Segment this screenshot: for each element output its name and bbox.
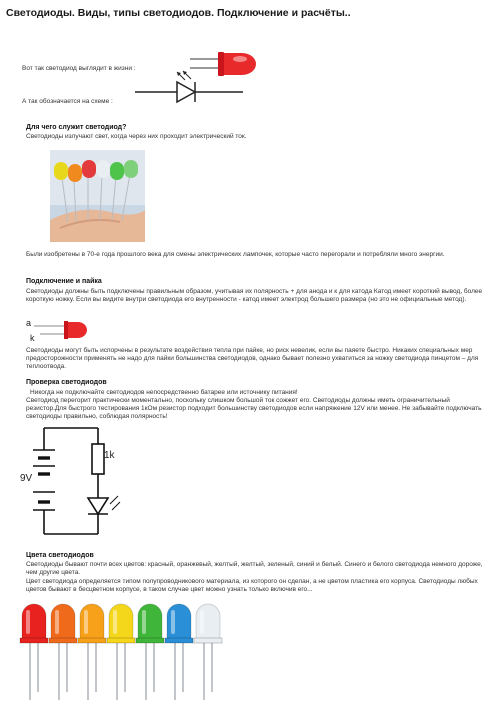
colors-heading: Цвета светодиодов bbox=[26, 552, 94, 559]
battery-label: 9V bbox=[20, 473, 33, 484]
page-title: Светодиоды. Виды, типы светодиодов. Подключение и расчёты.. bbox=[6, 7, 351, 19]
anode-label: a bbox=[26, 318, 32, 328]
led-3 bbox=[107, 604, 135, 700]
led-1 bbox=[49, 604, 77, 700]
resistor-label: 1k bbox=[104, 450, 115, 461]
test-circuit-diagram bbox=[18, 422, 133, 550]
real-led-caption: Вот так светодиод выглядит в жизни : bbox=[22, 65, 136, 72]
soldering-text: Светодиоды должны быть подключены правильным образом, учитывая их полярность + для анода и к для катода Катод имеет короткий вывод, более короткую ножку. Если вы видите внутри светодиода его внутренности - катод имеет электрод большего размера (но это не официальные метод). bbox=[26, 288, 483, 303]
check-heading: Проверка светодиодов bbox=[26, 379, 107, 386]
leds-in-hand-photo bbox=[50, 150, 145, 242]
colored-leds-row bbox=[18, 602, 228, 702]
led-5 bbox=[165, 604, 193, 700]
schema-caption: А так обозначается на схеме : bbox=[22, 98, 113, 105]
check-warning: Никогда не подключайте светодиодов непосредственно батарее или источнику питания! bbox=[30, 389, 298, 396]
purpose-text: Светодиоды излучают свет, когда через них проходит электрический ток. bbox=[26, 133, 247, 140]
soldering-note: Светодиоды могут быть испорчены в результате воздействия тепла при пайке, но риск невелик, если вы паяете быстро. Никаких специальных мер предосторожности применять не надо для пайки большинства светодиодов, однако бывает полезно ухватиться за ножку светодиода пинцетом – для теплоотвода. bbox=[26, 347, 479, 370]
soldering-heading: Подключение и пайка bbox=[26, 278, 102, 285]
colors-note: Цвет светодиода определяется типом полупроводникового материала, из которого он сделан, а не цветом пластика его корпуса. Светодиоды любых цветов бывают в бесцветном корпусе, в таком случае цвет можно узнать только включив его... bbox=[26, 578, 478, 593]
led-polarity-illustration bbox=[34, 318, 94, 342]
purpose-heading: Для чего служит светодиод? bbox=[26, 124, 127, 131]
cathode-label: k bbox=[30, 333, 35, 343]
led-6 bbox=[194, 604, 222, 700]
colors-text: Светодиоды бывают почти всех цветов: красный, оранжевый, желтый, желтый, зеленый, синий и белый. Синего и белого светодиода немного дороже, чем другие цвета. bbox=[26, 561, 483, 576]
led-schematic-symbol bbox=[135, 70, 245, 110]
purpose-history: Были изобретены в 70-е года прошлого века для смены электрических лампочек, которые часто перегорали и потребляли много энергии. bbox=[26, 251, 445, 258]
led-0 bbox=[20, 604, 48, 700]
check-text: Светодиод перегорит практически моментально, поскольку слишком большой ток сожжет его. Светодиоды должны иметь ограничительный резистор.Для быстрого тестирования 1кОм резистор подходит большинству светодиодов если напряжение 12V или менее. Не забывайте подключать светодиоды правильно, соблюдая полярность! bbox=[26, 397, 482, 420]
led-4 bbox=[136, 604, 164, 700]
led-2 bbox=[78, 604, 106, 700]
